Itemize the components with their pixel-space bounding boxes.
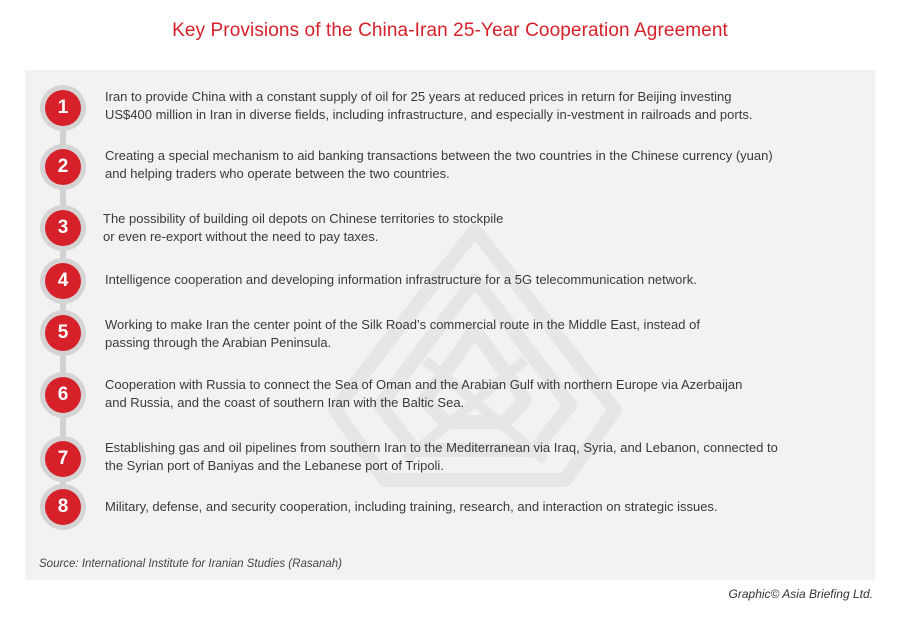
provision-text <box>105 376 855 412</box>
source-note: Source: International Institute for Iranian Studies (Rasanah) <box>39 558 343 570</box>
provision-text-line: Intelligence cooperation and developing information infrastructure for a 5G telecommunication network. <box>105 272 697 287</box>
provision-text-line: and Russia, and the coast of southern Iran with the Baltic Sea. <box>105 395 465 410</box>
provision-text <box>105 498 855 516</box>
provision-text-line: the Syrian port of Baniyas and the Lebanese port of Tripoli. <box>105 458 444 473</box>
provision-text-line: Cooperation with Russia to connect the Sea of Oman and the Arabian Gulf with northern Europe via Azerbaijan <box>105 377 743 392</box>
provision-number-badge <box>40 144 86 190</box>
provision-number-badge <box>40 205 86 251</box>
provision-number-badge <box>40 85 86 131</box>
provision-number-badge <box>40 436 86 482</box>
provision-number-badge <box>40 484 86 530</box>
provision-text-line: or even re-export without the need to pay taxes. <box>103 229 379 244</box>
provision-text <box>105 88 855 124</box>
provision-text-line: The possibility of building oil depots on Chinese territories to stockpile <box>103 211 504 226</box>
provision-text <box>103 210 853 246</box>
provisions-panel <box>25 70 875 580</box>
provision-number: 1 <box>45 90 81 126</box>
page-title: Key Provisions of the China-Iran 25-Year Cooperation Agreement <box>172 20 728 41</box>
provision-text <box>105 271 855 289</box>
provision-number: 2 <box>45 149 81 185</box>
provision-text-line: Iran to provide China with a constant supply of oil for 25 years at reduced prices in return for Beijing investing <box>105 89 732 104</box>
provision-text-line: passing through the Arabian Peninsula. <box>105 335 332 350</box>
provision-text <box>105 439 855 475</box>
provision-number-badge <box>40 258 86 304</box>
provision-number: 8 <box>45 489 81 525</box>
provision-text-line: and helping traders who operate between the two countries. <box>105 166 450 181</box>
provision-text-line: US$400 million in Iran in diverse fields, including infrastructure, and especially in-vestment in railroads and ports. <box>105 107 753 122</box>
provision-text-line: Working to make Iran the center point of the Silk Road’s commercial route in the Middle East, instead of <box>105 317 700 332</box>
graphic-credit: Graphic© Asia Briefing Ltd. <box>728 587 873 601</box>
provision-number: 5 <box>45 315 81 351</box>
provision-number-badge <box>40 310 86 356</box>
provision-number: 7 <box>45 441 81 477</box>
provision-number: 4 <box>45 263 81 299</box>
provision-number: 6 <box>45 377 81 413</box>
provision-text-line: Military, defense, and security cooperation, including training, research, and interaction on strategic issues. <box>105 499 718 514</box>
provision-text-line: Creating a special mechanism to aid banking transactions between the two countries in the Chinese currency (yuan) <box>105 148 773 163</box>
provision-text-line: Establishing gas and oil pipelines from southern Iran to the Mediterranean via Iraq, Syria, and Lebanon, connected to <box>105 440 778 455</box>
provision-number-badge <box>40 372 86 418</box>
provision-text <box>105 147 855 183</box>
provision-number: 3 <box>45 210 81 246</box>
provision-text <box>105 316 855 352</box>
